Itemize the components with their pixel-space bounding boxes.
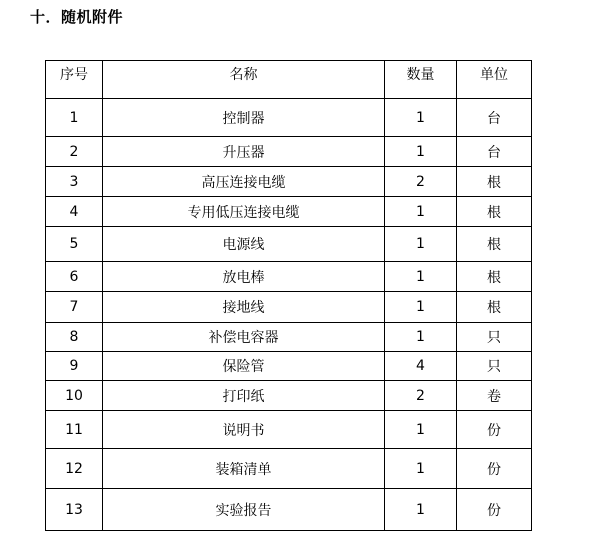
column-header-quantity: 数量 — [385, 61, 457, 99]
cell-name: 电源线 — [103, 227, 385, 262]
table-row — [46, 262, 532, 292]
cell-unit: 只 — [457, 323, 532, 352]
table-row — [46, 167, 532, 197]
cell-quantity: 1 — [385, 323, 457, 352]
accessories-table — [45, 60, 532, 531]
table-row — [46, 449, 532, 489]
table-header-row — [46, 61, 532, 99]
table-row — [46, 323, 532, 352]
cell-name: 专用低压连接电缆 — [103, 197, 385, 227]
cell-name: 放电棒 — [103, 262, 385, 292]
cell-index: 6 — [46, 262, 103, 292]
cell-quantity: 1 — [385, 449, 457, 489]
column-header-index: 序号 — [46, 61, 103, 99]
cell-name: 保险管 — [103, 352, 385, 381]
cell-unit: 卷 — [457, 381, 532, 411]
cell-index: 3 — [46, 167, 103, 197]
cell-quantity: 1 — [385, 411, 457, 449]
cell-unit: 台 — [457, 99, 532, 137]
cell-quantity: 1 — [385, 227, 457, 262]
cell-quantity: 4 — [385, 352, 457, 381]
cell-quantity: 1 — [385, 99, 457, 137]
cell-name: 装箱清单 — [103, 449, 385, 489]
table-row — [46, 137, 532, 167]
cell-name: 说明书 — [103, 411, 385, 449]
cell-unit: 根 — [457, 292, 532, 323]
cell-name: 补偿电容器 — [103, 323, 385, 352]
cell-unit: 根 — [457, 262, 532, 292]
cell-unit: 根 — [457, 197, 532, 227]
cell-quantity: 2 — [385, 381, 457, 411]
cell-unit: 台 — [457, 137, 532, 167]
cell-name: 接地线 — [103, 292, 385, 323]
cell-index: 5 — [46, 227, 103, 262]
cell-quantity: 1 — [385, 137, 457, 167]
table-row — [46, 99, 532, 137]
cell-name: 打印纸 — [103, 381, 385, 411]
column-header-name: 名称 — [103, 61, 385, 99]
cell-quantity: 2 — [385, 167, 457, 197]
table-row — [46, 352, 532, 381]
table-row — [46, 381, 532, 411]
cell-unit: 份 — [457, 411, 532, 449]
cell-unit: 根 — [457, 167, 532, 197]
table-row — [46, 411, 532, 449]
table-row — [46, 227, 532, 262]
cell-name: 升压器 — [103, 137, 385, 167]
cell-index: 4 — [46, 197, 103, 227]
cell-unit: 根 — [457, 227, 532, 262]
cell-name: 高压连接电缆 — [103, 167, 385, 197]
column-header-unit: 单位 — [457, 61, 532, 99]
cell-quantity: 1 — [385, 489, 457, 531]
section-title: 十．随机附件 — [30, 8, 124, 26]
cell-index: 1 — [46, 99, 103, 137]
cell-index: 11 — [46, 411, 103, 449]
cell-index: 12 — [46, 449, 103, 489]
cell-name: 实验报告 — [103, 489, 385, 531]
table-row — [46, 292, 532, 323]
table-row — [46, 489, 532, 531]
cell-index: 9 — [46, 352, 103, 381]
cell-index: 13 — [46, 489, 103, 531]
cell-index: 7 — [46, 292, 103, 323]
cell-index: 10 — [46, 381, 103, 411]
cell-unit: 份 — [457, 489, 532, 531]
table-row — [46, 197, 532, 227]
cell-quantity: 1 — [385, 262, 457, 292]
cell-index: 8 — [46, 323, 103, 352]
cell-unit: 份 — [457, 449, 532, 489]
cell-quantity: 1 — [385, 197, 457, 227]
cell-index: 2 — [46, 137, 103, 167]
cell-quantity: 1 — [385, 292, 457, 323]
cell-name: 控制器 — [103, 99, 385, 137]
cell-unit: 只 — [457, 352, 532, 381]
